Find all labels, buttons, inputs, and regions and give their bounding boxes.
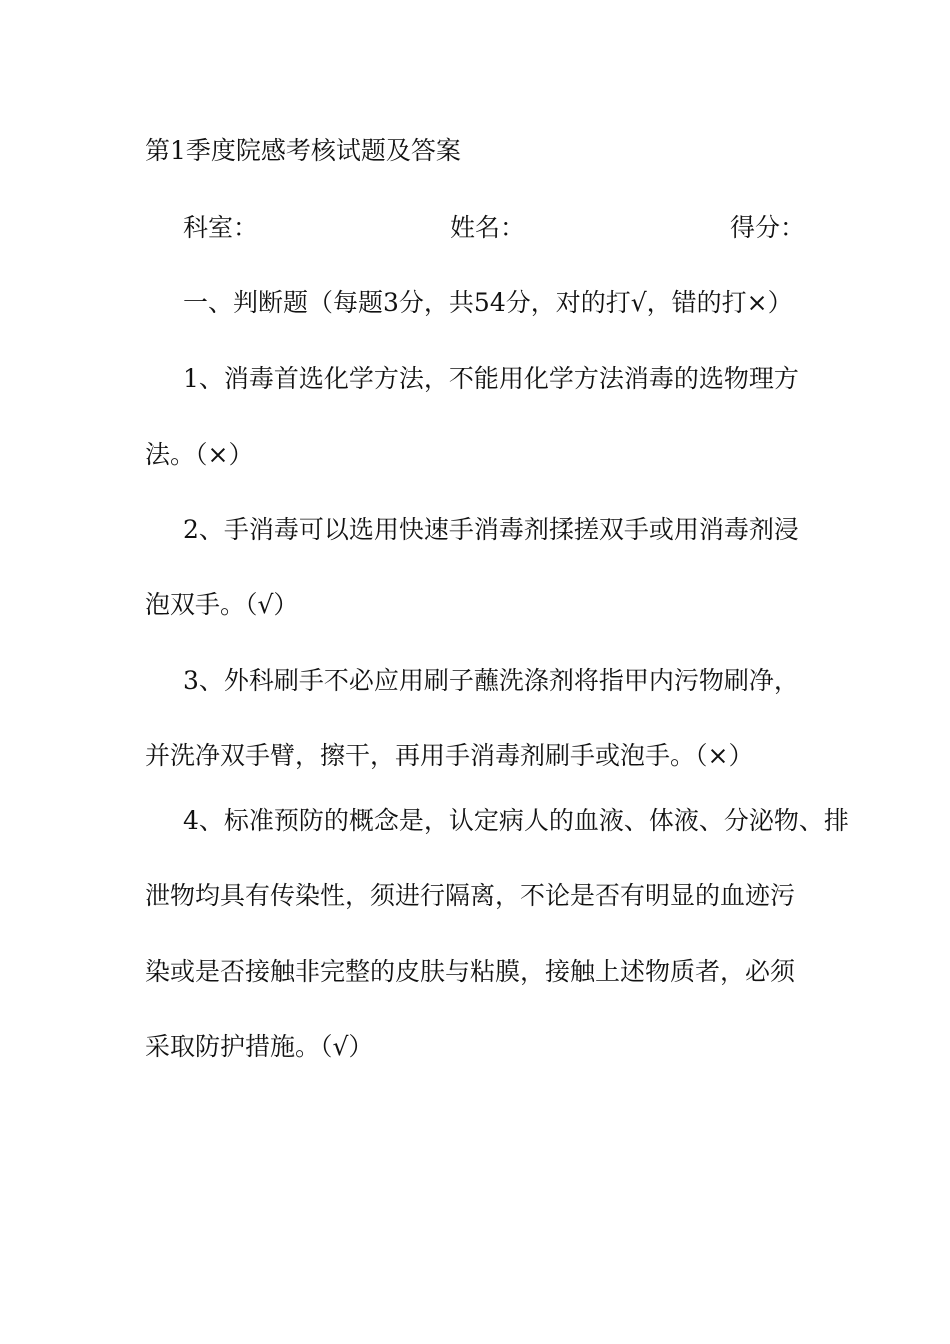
department-label: 科室： xyxy=(183,213,259,242)
section-heading: 一、判断题（每题3分，共54分，对的打√，错的打×） xyxy=(183,288,793,317)
question-4-line-3: 染或是否接触非完整的皮肤与粘膜，接触上述物质者，必须 xyxy=(145,957,796,986)
question-4-line-2: 泄物均具有传染性，须进行隔离，不论是否有明显的血迹污 xyxy=(145,881,796,910)
question-2-line-1: 2、手消毒可以选用快速手消毒剂揉搓双手或用消毒剂浸 xyxy=(183,515,799,544)
question-3-line-2: 并洗净双手臂，擦干，再用手消毒剂刷手或泡手。（×） xyxy=(145,741,754,770)
document-title: 第1季度院感考核试题及答案 xyxy=(145,136,461,165)
question-2-line-2: 泡双手。（√） xyxy=(145,590,299,619)
info-row xyxy=(0,210,950,246)
question-3-line-1: 3、外科刷手不必应用刷子蘸洗涤剂将指甲内污物刷净， xyxy=(183,666,799,695)
name-label: 姓名： xyxy=(450,213,526,242)
question-1-line-2: 法。（×） xyxy=(145,440,254,469)
question-4-line-4: 采取防护措施。（√） xyxy=(145,1032,374,1061)
question-1-line-1: 1、消毒首选化学方法，不能用化学方法消毒的选物理方 xyxy=(183,364,799,393)
score-label: 得分： xyxy=(730,213,806,242)
question-4-line-1: 4、标准预防的概念是，认定病人的血液、体液、分泌物、排 xyxy=(183,806,849,835)
